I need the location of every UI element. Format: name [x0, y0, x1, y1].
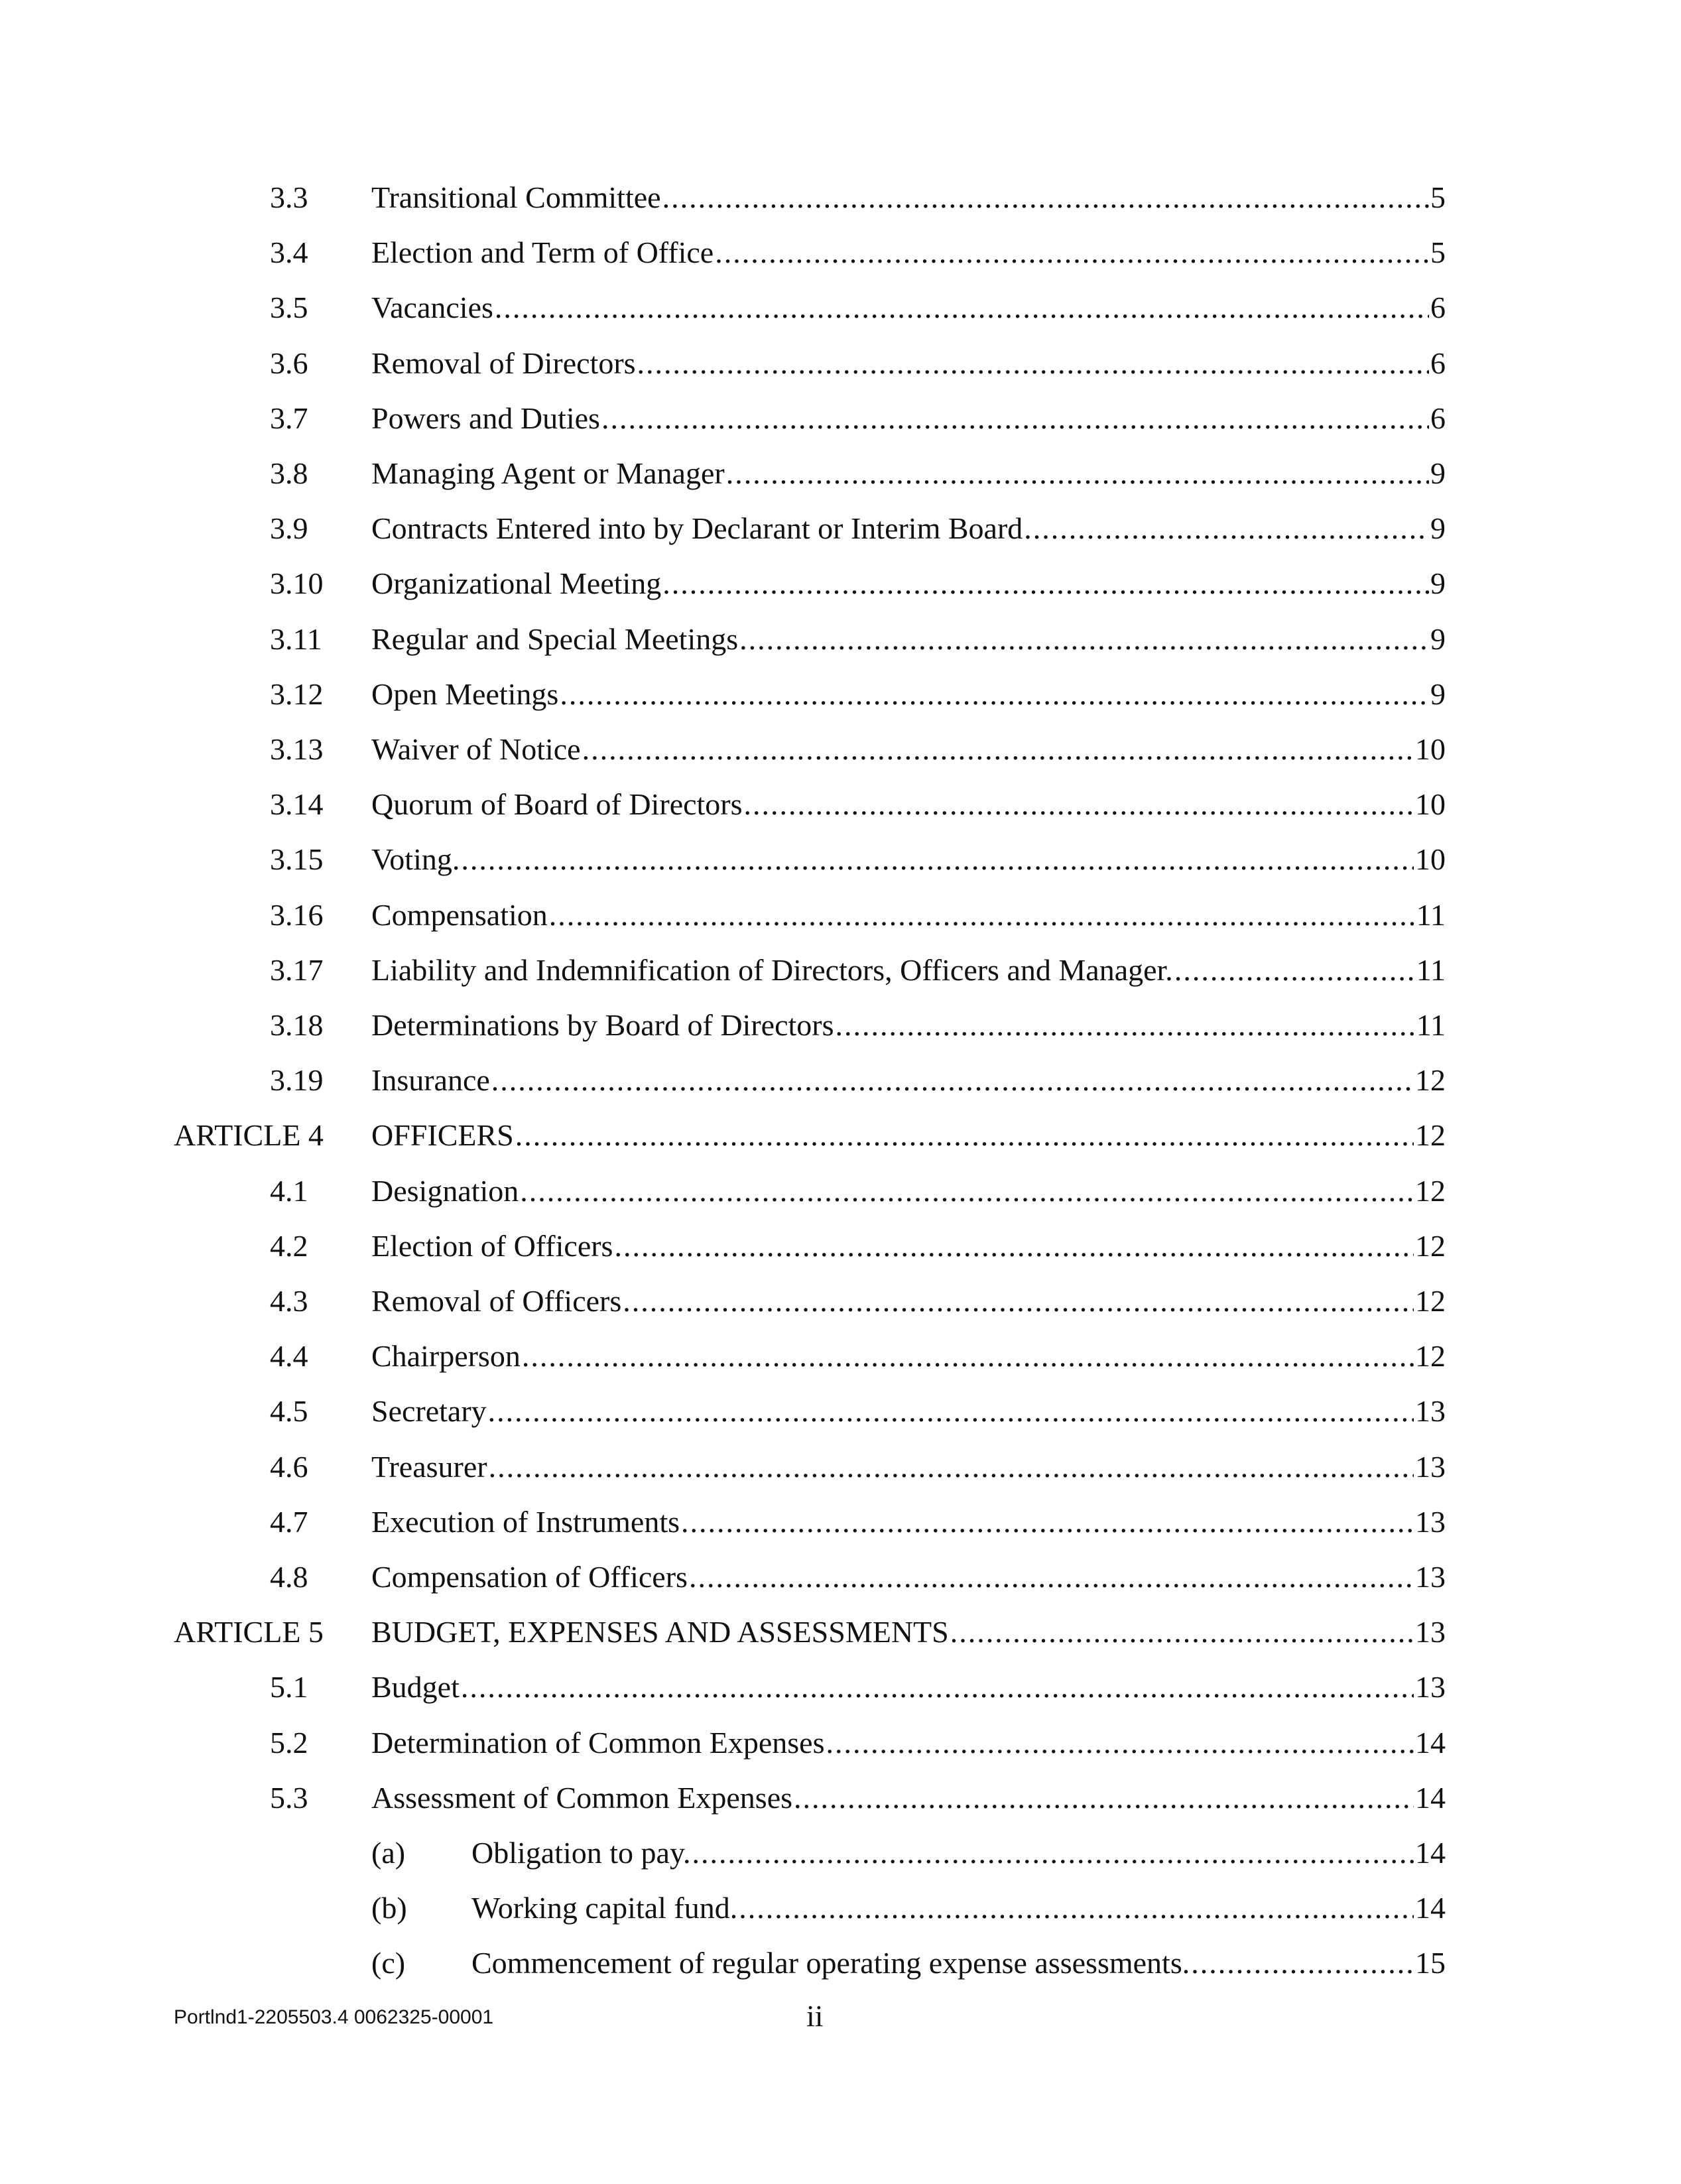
toc-entry-page: 9 [1430, 456, 1446, 490]
toc-entry-title: Open Meetings [371, 677, 559, 711]
toc-entry-title: Execution of Instruments [371, 1505, 680, 1539]
toc-entry-number: 5.1 [270, 1670, 308, 1704]
document-id: Portlnd1-2205503.4 0062325-00001 [174, 2006, 494, 2028]
toc-entry-page: 10 [1415, 732, 1446, 766]
toc-entry [371, 950, 1446, 990]
dot-leader [715, 233, 1429, 273]
toc-entry-page: 14 [1415, 1836, 1446, 1870]
toc-entry-title: Election and Term of Office [371, 235, 714, 269]
toc-entry-title: Transitional Committee [371, 180, 661, 214]
toc-entry [371, 840, 1446, 879]
toc-entry-number: 4.4 [270, 1339, 308, 1373]
toc-entry [371, 1336, 1446, 1376]
dot-leader [614, 1226, 1414, 1266]
toc-entry-number: 4.3 [270, 1284, 308, 1318]
toc-entry-page: 10 [1415, 787, 1446, 821]
toc-entry-title: Working capital fund. [471, 1891, 738, 1925]
toc-entry [371, 1723, 1446, 1763]
toc-entry-title: Designation [371, 1174, 519, 1208]
dot-leader [637, 344, 1429, 383]
dot-leader [488, 1391, 1414, 1431]
toc-entry [371, 674, 1446, 714]
toc-entry-title: Secretary [371, 1394, 487, 1428]
toc-entry-title: Determinations by Board of Directors [371, 1008, 834, 1042]
dot-leader [461, 1667, 1414, 1707]
toc-entry-number: 3.9 [270, 511, 308, 545]
toc-entry [371, 1557, 1446, 1597]
toc-entry-page: 12 [1415, 1284, 1446, 1318]
toc-entry-page: 5 [1430, 180, 1446, 214]
toc-entry-number: 3.15 [270, 842, 324, 876]
toc-entry-page: 12 [1415, 1118, 1446, 1152]
toc-entry-page: 15 [1415, 1946, 1446, 1980]
toc-entry-page: 9 [1430, 511, 1446, 545]
toc-entry-page: 13 [1415, 1615, 1446, 1649]
dot-leader [835, 1005, 1414, 1045]
toc-entry [371, 233, 1446, 273]
toc-entry-title: Liability and Indemnification of Directors, Officers and Manager. [371, 953, 1173, 987]
dot-leader [726, 454, 1429, 493]
dot-leader [794, 1778, 1414, 1818]
toc-entry-page: 6 [1430, 346, 1446, 380]
toc-entry-page: 11 [1416, 898, 1446, 932]
toc-entry-number: 3.7 [270, 401, 308, 435]
toc-entry [371, 1447, 1446, 1487]
toc-entry [371, 1005, 1446, 1045]
toc-entry-title: Commencement of regular operating expense assessments. [471, 1946, 1190, 1980]
toc-entry-page: 14 [1415, 1891, 1446, 1925]
toc-entry [371, 1667, 1446, 1707]
toc-entry-title: Regular and Special Meetings [371, 622, 739, 656]
page-number: ii [806, 1999, 824, 2033]
toc-entry [371, 785, 1446, 824]
toc-entry-page: 14 [1415, 1726, 1446, 1760]
toc-entry [371, 895, 1446, 935]
toc-entry-title: Organizational Meeting [371, 566, 662, 600]
toc-entry-number: 4.8 [270, 1560, 308, 1594]
dot-leader [1024, 509, 1429, 548]
toc-entry-page: 11 [1416, 1008, 1446, 1042]
toc-entry-title: Powers and Duties [371, 401, 600, 435]
dot-leader [520, 1171, 1414, 1211]
toc-entry-number: 3.14 [270, 787, 324, 821]
toc-entry-number: ARTICLE 4 [174, 1118, 324, 1152]
dot-leader [549, 895, 1415, 935]
toc-entry-number: 3.6 [270, 346, 308, 380]
toc-entry-number: 4.7 [270, 1505, 308, 1539]
toc-entry-number: (b) [371, 1891, 407, 1925]
toc-entry-number: 3.11 [270, 622, 322, 656]
toc-entry-title: Managing Agent or Manager [371, 456, 725, 490]
dot-leader [826, 1723, 1414, 1763]
dot-leader [601, 399, 1429, 438]
toc-entry-title: Election of Officers [371, 1229, 613, 1263]
toc-entry [471, 1833, 1446, 1873]
toc-entry [371, 399, 1446, 438]
toc-entry-page: 5 [1430, 235, 1446, 269]
dot-leader [739, 1888, 1414, 1928]
dot-leader [1191, 1943, 1414, 1983]
toc-entry-page: 13 [1415, 1505, 1446, 1539]
toc-entry-page: 9 [1430, 566, 1446, 600]
toc-entry-page: 6 [1430, 401, 1446, 435]
toc-entry-title: Insurance [371, 1063, 490, 1097]
toc-entry-number: 4.2 [270, 1229, 308, 1263]
toc-entry [371, 619, 1446, 659]
dot-leader [950, 1612, 1414, 1652]
dot-leader [662, 178, 1429, 218]
dot-leader [495, 288, 1429, 328]
toc-entry [471, 1888, 1446, 1928]
dot-leader [489, 1447, 1414, 1487]
toc-entry [371, 1612, 1446, 1652]
toc-entry [371, 178, 1446, 218]
toc-entry-number: 5.3 [270, 1781, 308, 1815]
toc-entry [371, 1060, 1446, 1100]
toc-entry [371, 1778, 1446, 1818]
toc-entry [371, 730, 1446, 769]
dot-leader [515, 1116, 1414, 1155]
toc-entry-number: 3.8 [270, 456, 308, 490]
dot-leader [662, 564, 1429, 604]
toc-entry-title: Assessment of Common Expenses [371, 1781, 793, 1815]
toc-entry-number: 4.5 [270, 1394, 308, 1428]
toc-entry-title: Chairperson [371, 1339, 521, 1373]
toc-entry-title: Vacancies [371, 290, 493, 324]
toc-entry-title: Obligation to pay. [471, 1836, 691, 1870]
toc-entry-number: (c) [371, 1946, 406, 1980]
toc-entry [371, 1281, 1446, 1321]
toc-entry-number: 3.16 [270, 898, 324, 932]
toc-entry-number: 3.19 [270, 1063, 324, 1097]
dot-leader [560, 674, 1429, 714]
dot-leader [623, 1281, 1414, 1321]
dot-leader [692, 1833, 1414, 1873]
toc-entry [371, 1171, 1446, 1211]
toc-entry-number: ARTICLE 5 [174, 1615, 324, 1649]
dot-leader [1174, 950, 1415, 990]
dot-leader [739, 619, 1429, 659]
toc-entry-number: 3.4 [270, 235, 308, 269]
toc-entry [371, 1502, 1446, 1542]
dot-leader [522, 1336, 1414, 1376]
toc-entry [371, 288, 1446, 328]
dot-leader [681, 1502, 1414, 1542]
toc-entry [471, 1943, 1446, 1983]
toc-entry-number: 4.1 [270, 1174, 308, 1208]
toc-entry-page: 13 [1415, 1670, 1446, 1704]
toc-entry [371, 1391, 1446, 1431]
toc-entry-page: 13 [1415, 1450, 1446, 1484]
toc-entry-page: 13 [1415, 1394, 1446, 1428]
toc-entry-page: 12 [1415, 1063, 1446, 1097]
toc-entry-page: 9 [1430, 677, 1446, 711]
toc-entry-title: Quorum of Board of Directors [371, 787, 743, 821]
toc-entry-number: 3.12 [270, 677, 324, 711]
toc-entry-number: 3.10 [270, 566, 324, 600]
dot-leader [461, 840, 1414, 879]
toc-entry [371, 509, 1446, 548]
toc-entry-title: Compensation of Officers [371, 1560, 688, 1594]
toc-entry [371, 344, 1446, 383]
toc-entry [371, 454, 1446, 493]
toc-entry-title: Treasurer [371, 1450, 487, 1484]
toc-entry-number: 3.3 [270, 180, 308, 214]
toc-entry-page: 14 [1415, 1781, 1446, 1815]
toc-entry-title: Determination of Common Expenses [371, 1726, 825, 1760]
dot-leader [744, 785, 1414, 824]
toc-entry-title: Compensation [371, 898, 548, 932]
toc-entry-page: 11 [1416, 953, 1446, 987]
toc-entry-page: 12 [1415, 1174, 1446, 1208]
toc-entry-title: Budget [371, 1670, 460, 1704]
toc-entry-title: Waiver of Notice [371, 732, 581, 766]
toc-entry-page: 13 [1415, 1560, 1446, 1594]
toc-entry-number: 3.13 [270, 732, 324, 766]
dot-leader [491, 1060, 1414, 1100]
toc-entry-title: Removal of Directors [371, 346, 636, 380]
toc-entry-number: (a) [371, 1836, 406, 1870]
toc-entry-page: 9 [1430, 622, 1446, 656]
toc-entry-title: Contracts Entered into by Declarant or Interim Board [371, 511, 1023, 545]
toc-entry-number: 3.17 [270, 953, 324, 987]
toc-entry-title: Removal of Officers [371, 1284, 622, 1318]
toc-entry [371, 1226, 1446, 1266]
dot-leader [582, 730, 1414, 769]
toc-entry-page: 6 [1430, 290, 1446, 324]
toc-entry-page: 12 [1415, 1229, 1446, 1263]
toc-entry-title: BUDGET, EXPENSES AND ASSESSMENTS [371, 1615, 949, 1649]
toc-entry-title: Voting. [371, 842, 460, 876]
toc-entry-number: 3.5 [270, 290, 308, 324]
toc-entry-page: 12 [1415, 1339, 1446, 1373]
dot-leader [689, 1557, 1414, 1597]
toc-entry-number: 5.2 [270, 1726, 308, 1760]
toc-entry-number: 3.18 [270, 1008, 324, 1042]
toc-entry-number: 4.6 [270, 1450, 308, 1484]
toc-entry [371, 1116, 1446, 1155]
toc-entry [371, 564, 1446, 604]
toc-entry-title: OFFICERS [371, 1118, 514, 1152]
toc-entry-page: 10 [1415, 842, 1446, 876]
